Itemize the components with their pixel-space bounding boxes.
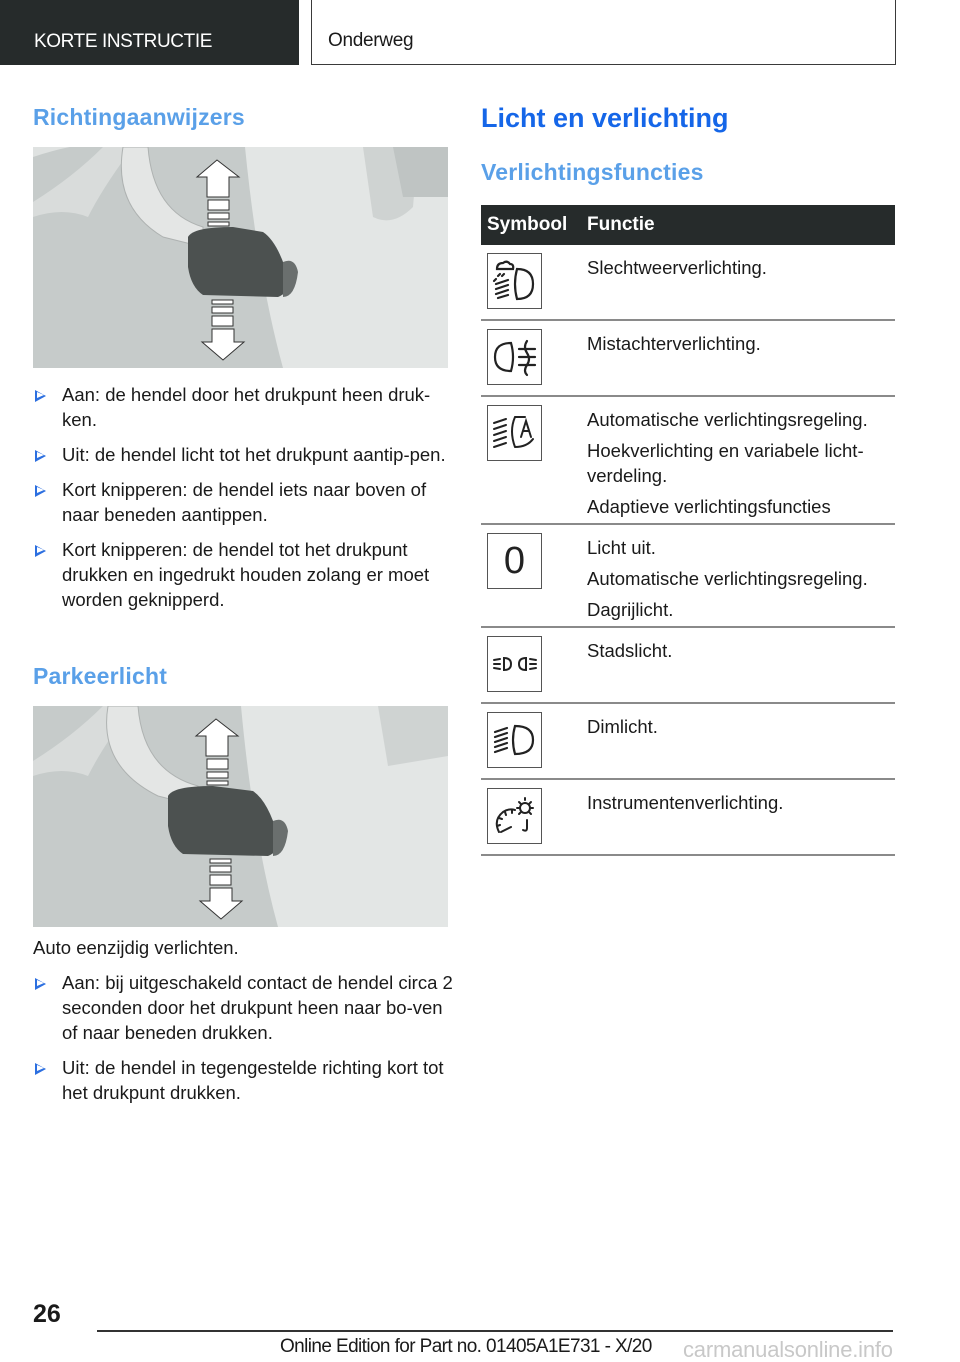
- parking-light-icon: [487, 636, 542, 692]
- triangle-bullet-icon: [35, 485, 46, 497]
- table-row: Mistachterverlichting.: [481, 321, 895, 397]
- indicator-stalk-illustration: [33, 147, 448, 368]
- table-row: Stadslicht.: [481, 628, 895, 704]
- heading-richtingaanwijzers: Richtingaanwijzers: [33, 104, 245, 130]
- table-row: 0 Licht uit. Automatische verlichtingsregeling. Dagrijlicht.: [481, 525, 895, 628]
- list-item: Aan: bij uitgeschakeld contact de hendel circa 2 seconden door het drukpunt heen naar bo-ven of naar beneden drukken.: [33, 970, 453, 1045]
- chapter-title: Onderweg: [328, 30, 414, 51]
- section-title: KORTE INSTRUCTIE: [34, 31, 212, 52]
- lighting-functions-table: [481, 205, 895, 856]
- column-header-symbool: Symbool: [487, 214, 568, 235]
- table-header: [481, 205, 895, 245]
- list-item: Aan: de hendel door het drukpunt heen druk-ken.: [33, 382, 453, 432]
- table-row: Automatische verlichtingsregeling. Hoekverlichting en variabele licht-verdeling. Adaptieve verlichtingsfuncties: [481, 397, 895, 525]
- edition-text: Online Edition for Part no. 01405A1E731 - X/20: [280, 1336, 652, 1357]
- chapter-tab: [311, 0, 896, 65]
- indicator-stalk-illustration: [33, 706, 448, 927]
- auto-headlight-icon: [487, 405, 542, 461]
- triangle-bullet-icon: [35, 1063, 46, 1075]
- parkeer-bullet-list: [33, 970, 453, 1115]
- instrument-lighting-icon: [487, 788, 542, 844]
- table-row: Instrumentenverlichting.: [481, 780, 895, 856]
- triangle-bullet-icon: [35, 390, 46, 402]
- column-header-functie: Functie: [587, 214, 655, 235]
- triangle-bullet-icon: [35, 545, 46, 557]
- triangle-bullet-icon: [35, 978, 46, 990]
- watermark: carmanualsonline.info: [683, 1337, 893, 1362]
- bad-weather-light-icon: [487, 253, 542, 309]
- page-number: 26: [33, 1300, 61, 1328]
- footer-divider: [97, 1330, 893, 1332]
- triangle-bullet-icon: [35, 450, 46, 462]
- richting-bullet-list: [33, 382, 453, 622]
- list-item: Kort knipperen: de hendel iets naar boven of naar beneden aantippen.: [33, 477, 453, 527]
- parkeer-intro: Auto eenzijdig verlichten.: [33, 937, 239, 958]
- table-row: Dimlicht.: [481, 704, 895, 780]
- rear-fog-light-icon: [487, 329, 542, 385]
- heading-parkeerlicht: Parkeerlicht: [33, 663, 168, 689]
- section-tab: [0, 0, 299, 65]
- heading-verlichtingsfuncties: Verlichtingsfuncties: [481, 159, 704, 185]
- heading-licht-en-verlichting: Licht en verlichting: [481, 103, 729, 133]
- table-row: Slechtweerverlichting.: [481, 245, 895, 321]
- lights-off-icon: 0: [487, 533, 542, 589]
- list-item: Kort knipperen: de hendel tot het drukpunt drukken en ingedrukt houden zolang er moet worden geknipperd.: [33, 537, 453, 612]
- list-item: Uit: de hendel in tegengestelde richting kort tot het drukpunt drukken.: [33, 1055, 453, 1105]
- list-item: Uit: de hendel licht tot het drukpunt aantip-pen.: [33, 442, 453, 467]
- low-beam-icon: [487, 712, 542, 768]
